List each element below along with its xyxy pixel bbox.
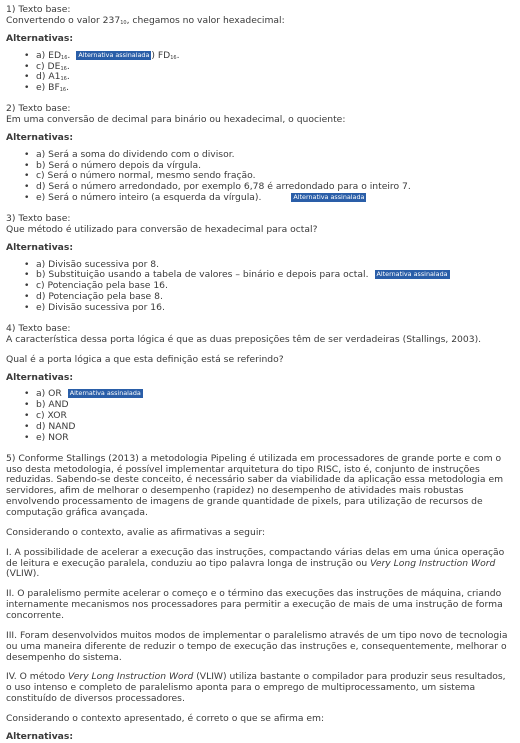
question-5 [6,454,514,743]
question-4-text: A característica dessa porta lógica é que as duas preposições têm de ser verdadeiras (Stallings, 2003). [6,333,482,345]
option-d[interactable]: • d) NAND [36,422,514,433]
option-a[interactable]: • a) OR Alternativa assinalada [36,389,514,400]
question-3-heading: 3) Texto base: [6,213,71,225]
question-5-context: Considerando o contexto, avalie as afirmativas a seguir: [6,526,266,538]
option-c[interactable]: • c) $DE_{16}$. [36,62,514,73]
alternatives-label: Alternativas: [6,730,74,742]
question-2-options [6,150,514,204]
option-e[interactable]: • e) Divisão sucessiva por 16. [36,303,514,314]
alternatives-label: Alternativas: [6,241,74,253]
alternatives-label: Alternativas: [6,32,74,44]
question-1-options [6,51,514,95]
statement-i: I. A possibilidade de acelerar a execução das instruções, compactando várias delas em uma única operação de leitura e execução paralela, conduziu ao tipo palavra longa de instrução ou Very Long Instruction Word (VLIW). [6,546,505,580]
option-e[interactable]: • e) Será o número inteiro (a esquerda da vírgula). Alternativa assinalada [36,193,514,204]
question-4-question: Qual é a porta lógica a que esta definição está se referindo? [6,353,284,365]
alternatives-label: Alternativas: [6,371,74,383]
question-1 [6,5,514,94]
selected-answer-badge: Alternativa assinalada [78,50,150,59]
question-2 [6,104,514,204]
question-5-text: 5) Conforme Stallings (2013) a metodologia Pipeling é utilizada em processadores de grande porte e com o uso desta metodologia, é possível implementar arquitetura do tipo RISC, isto é, conjunto de instruções reduzidas. Sabendo-se deste conceito, é necessário saber da viabilidade da aplicação essa metodologia em servidores, afim de melhorar o desempenho (rapidez) no desempenho de atividades mais robustas envolvendo processamento de imagens de grande quantidade de pixels, para utilização de recursos de computação gráfica avançada. [6,452,504,518]
question-1-heading: 1) Texto base: [6,4,71,15]
question-3-text: Que método é utilizado para conversão de hexadecimal para octal? [6,223,318,235]
option-b[interactable]: • b) Será o número depois da vírgula. [36,161,514,172]
selected-answer-badge: Alternativa assinalada [293,193,365,202]
option-b[interactable]: • b) Substituição usando a tabela de valores – binário e depois para octal. Alternativa assinalada [36,270,514,281]
option-e[interactable]: • e) NOR [36,433,514,444]
question-3 [6,214,514,314]
question-4 [6,324,514,444]
option-a[interactable]: • a) $ED_{16}$. Alternativa assinalada ) $FD_{16}$. [36,51,514,62]
option-a[interactable]: • a) Divisão sucessiva por 8. [36,260,514,271]
question-2-heading: 2) Texto base: [6,103,71,115]
question-5-closing: Considerando o contexto apresentado, é correto o que se afirma em: [6,712,325,724]
option-b[interactable]: • b) AND [36,400,514,411]
statement-ii: II. O paralelismo permite acelerar o começo e o término das execuções das instruções de máquina, criando internamente mecanismos nos processadores para permitir a execução de mais de uma instrução de forma concorrente. [6,588,503,621]
question-4-options [6,389,514,443]
question-4-heading: 4) Texto base: [6,322,71,334]
option-d[interactable]: • d) $A1_{16}$. [36,72,514,83]
option-a[interactable]: • a) Será a soma do dividendo com o divisor. [36,150,514,161]
statement-iii: III. Foram desenvolvidos muitos modos de implementar o paralelismo através de um tipo novo de tecnologia ou uma maneira diferente de reduzir o tempo de execução das instruções e, consequentemente, melhorar o desempenho do sistema. [6,629,508,663]
option-b-partial[interactable]: ) FD [151,49,171,61]
option-c[interactable]: • c) XOR [36,411,514,422]
question-3-options [6,260,514,314]
option-d[interactable]: • d) Será o número arredondado, por exemplo 6,78 é arredondado para o inteiro 7. [36,182,514,193]
selected-answer-badge: Alternativa assinalada [69,389,141,398]
option-c[interactable]: • c) Será o número normal, mesmo sendo fração. [36,171,514,182]
question-1-text: Convertendo o valor $237_{10}$, chegamos no valor hexadecimal: [6,14,285,26]
question-2-text: Em uma conversão de decimal para binário ou hexadecimal, o quociente: [6,114,346,126]
option-c[interactable]: • c) Potenciação pela base 16. [36,281,514,292]
option-e[interactable]: • e) $BF_{16}$. [36,83,514,94]
selected-answer-badge: Alternativa assinalada [376,270,448,279]
option-d[interactable]: • d) Potenciação pela base 8. [36,292,514,303]
alternatives-label: Alternativas: [6,131,74,143]
statement-iv: IV. O método Very Long Instruction Word (VLIW) utiliza bastante o compilador para produzir seus resultados, o uso intenso e completo de paralelismo aponta para o emprego de multiprocessamento, um sistema constituído de diversos processadores. [6,671,506,705]
